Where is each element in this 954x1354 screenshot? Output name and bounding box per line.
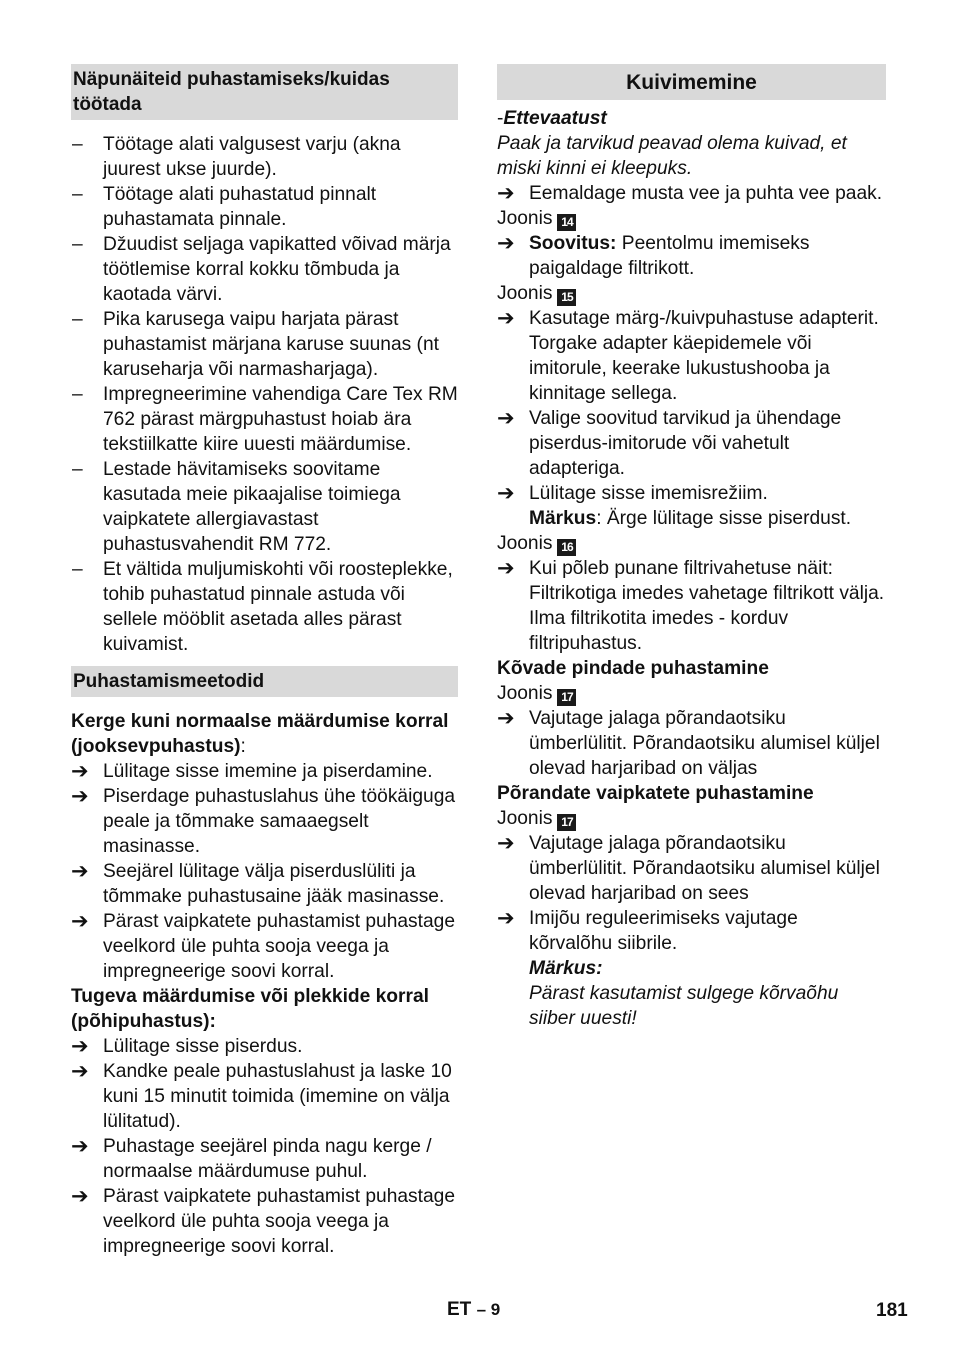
note-no-spray: Märkus: Ärge lülitage sisse piserdust.	[529, 508, 852, 529]
arrow-right-icon: ➔	[71, 760, 89, 783]
figure-ref-17b: Joonis 17	[497, 806, 886, 831]
final-note-text: Pärast kasutamist sulgege kõrvaõhu siiber uuesti!	[529, 983, 839, 1029]
figure-number-icon: 14	[557, 214, 576, 231]
step-suction-mode: ➔ Lülitage sisse imemisrežiim.	[497, 482, 768, 505]
step-filter-cleaning: Ilma filtrikotita imedes - korduv filtripuhastus.	[529, 608, 789, 654]
dash-bullet-icon: –	[72, 234, 83, 255]
list-item: – Impregneerimine vahendiga Care Tex RM 762 pärast märgpuhastust hoiab ära tekstiilkatte kiire uuesti määrdumise.	[72, 384, 458, 455]
footer-page-local: ET – 9	[447, 1299, 501, 1320]
dash-bullet-icon: –	[72, 384, 83, 405]
hard-floor-heading: Kõvade pindade puhastamine	[497, 658, 769, 679]
heavy-steps-list	[71, 1034, 458, 1259]
step-hard-floor: ➔ Vajutage jalaga põrandaotsiku ümberlülitit. Põrandaotsiku alumisel küljel olevad harjaribad on väljas	[497, 707, 880, 779]
step-carpet: ➔ Vajutage jalaga põrandaotsiku ümberlülitit. Põrandaotsiku alumisel küljel olevad harjaribad on sees	[497, 832, 880, 904]
list-item: ➔ Lülitage sisse imemine ja piserdamine.	[71, 760, 433, 783]
list-item: – Pika karusega vaipu harjata pärast puhastamist märjana karuse suunas (nt karuseharja või narmasharjaga).	[72, 309, 439, 380]
footer-page-number: 181	[876, 1300, 908, 1321]
figure-number-icon: 17	[557, 689, 576, 706]
figure-ref-16: Joonis 16	[497, 531, 886, 556]
list-item: – Töötage alati puhastatud pinnalt puhastamata pinnale.	[72, 184, 377, 230]
arrow-right-icon: ➔	[497, 832, 515, 855]
arrow-right-icon: ➔	[71, 1185, 89, 1208]
figure-ref-15: Joonis 15	[497, 281, 886, 306]
arrow-right-icon: ➔	[497, 482, 515, 505]
step-adapter: ➔ Kasutage märg-/kuivpuhastuse adapterit. Torgake adapter käepidemele või imitorule, keerake lukustushooba ja kinnitage sellega.	[497, 307, 879, 404]
figure-number-icon: 17	[557, 814, 576, 831]
carpet-heading: Põrandate vaipkatete puhastamine	[497, 783, 814, 804]
arrow-right-icon: ➔	[71, 1035, 89, 1058]
list-item: ➔ Lülitage sisse piserdus.	[71, 1035, 303, 1058]
list-item: – Töötage alati valgusest varju (akna juurest ukse juurde).	[72, 134, 401, 180]
list-item: ➔ Piserdage puhastuslahus ühe töökäiguga peale ja tõmmake samaaegselt masinasse.	[71, 785, 456, 857]
step-filter-indicator: ➔ Kui põleb punane filtrivahetuse näit: Filtrikotiga imedes vahetage filtrikott välja.	[497, 557, 885, 604]
arrow-right-icon: ➔	[71, 1135, 89, 1158]
arrow-right-icon: ➔	[497, 907, 515, 930]
arrow-right-icon: ➔	[71, 860, 89, 883]
section-heading-methods: Puhastamismeetodid	[71, 666, 458, 697]
left-column	[71, 64, 458, 1259]
arrow-right-icon: ➔	[71, 1060, 89, 1083]
arrow-right-icon: ➔	[497, 232, 515, 255]
step-suction-power: ➔ Imijõu reguleerimiseks vajutage kõrvalõhu siibrile.	[497, 907, 798, 954]
dash-bullet-icon: –	[72, 309, 83, 330]
dash-bullet-icon: –	[72, 559, 83, 580]
figure-ref-14: Joonis 14	[497, 206, 886, 231]
list-item: ➔ Puhastage seejärel pinda nagu kerge / normaalse määrdumuse puhul.	[71, 1135, 432, 1182]
arrow-right-icon: ➔	[497, 407, 515, 430]
section-heading-tips: Näpunäiteid puhastamiseks/kuidas töötada	[71, 64, 458, 120]
arrow-right-icon: ➔	[497, 707, 515, 730]
list-item: – Et vältida muljumiskohti või roosteplekke, tohib puhastatud pinnale astuda või sellele mööblit asetada alles pärast kuivamist.	[72, 559, 453, 655]
figure-number-icon: 15	[557, 289, 576, 306]
list-item: ➔ Pärast vaipkatete puhastamist puhastage veelkord üle puhta sooja veega ja impregneerige soovi korral.	[71, 1185, 455, 1257]
caution-line: -Ettevaatust	[497, 108, 607, 129]
dash-bullet-icon: –	[72, 184, 83, 205]
list-item: ➔ Seejärel lülitage välja piserduslüliti ja tõmmake puhastusaine jääk masinasse.	[71, 860, 445, 907]
list-item: ➔ Kandke peale puhastuslahust ja laske 10 kuni 15 minutit toimida (imemine on välja lülitatud).	[71, 1060, 452, 1132]
step-recommendation: ➔ Soovitus: Peentolmu imemiseks paigaldage filtrikott.	[497, 232, 810, 279]
arrow-right-icon: ➔	[497, 557, 515, 580]
dash-bullet-icon: –	[72, 134, 83, 155]
step-remove-tanks: ➔ Eemaldage musta vee ja puhta vee paak.	[497, 182, 883, 205]
figure-number-icon: 16	[557, 539, 576, 556]
right-column	[497, 64, 886, 1031]
arrow-right-icon: ➔	[497, 307, 515, 330]
arrow-right-icon: ➔	[71, 910, 89, 933]
light-steps-list	[71, 759, 458, 984]
figure-ref-17a: Joonis 17	[497, 681, 886, 706]
section-heading-dry-vacuum: Kuivimemine	[497, 64, 886, 100]
arrow-right-icon: ➔	[497, 182, 515, 205]
list-item: ➔ Pärast vaipkatete puhastamist puhastage veelkord üle puhta sooja veega ja impregneerige soovi korral.	[71, 910, 455, 982]
light-soiling-heading: Kerge kuni normaalse määrdumise korral (jooksevpuhastus):	[71, 711, 449, 757]
heavy-soiling-heading: Tugeva määrdumise või plekkide korral (põhipuhastus):	[71, 986, 429, 1032]
dash-bullet-icon: –	[72, 459, 83, 480]
caution-text: Paak ja tarvikud peavad olema kuivad, et miski kinni ei kleepuks.	[497, 133, 847, 179]
step-accessories: ➔ Valige soovitud tarvikud ja ühendage piserdus-imitorude või vahetult adapteriga.	[497, 407, 842, 479]
arrow-right-icon: ➔	[71, 785, 89, 808]
list-item: – Džuudist seljaga vapikatted võivad märja töötlemise korral kokku tõmbuda ja kaotada värvi.	[72, 234, 451, 305]
tips-list	[71, 132, 458, 657]
list-item: – Lestade hävitamiseks soovitame kasutada meie pikaajalise toimiega vaipkatete allergiavastast puhastusvahendit RM 772.	[72, 459, 401, 555]
final-note-label: Märkus:	[529, 958, 603, 979]
